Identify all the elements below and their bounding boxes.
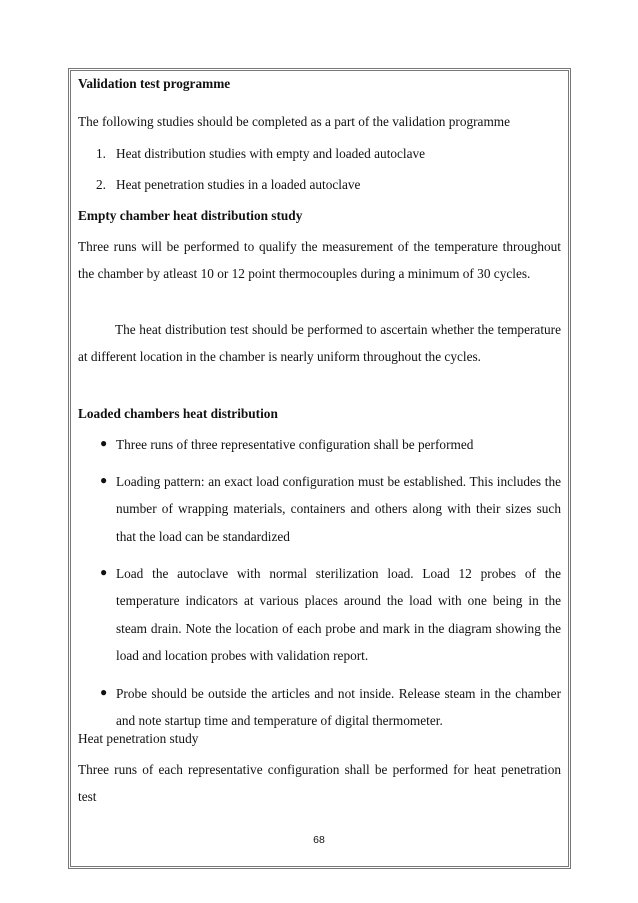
heading-heat-penetration: Heat penetration study	[78, 731, 199, 746]
list-item-text: Three runs of three representative configuration shall be performed	[116, 437, 474, 452]
list-item-text: Load the autoclave with normal sterilization load. Load 12 probes of the temperature indicators at various places around the load with one being in the steam drain. Note the location of each probe and mark in the diagram showing the load and location probes with validation report.	[116, 566, 561, 663]
intro-paragraph: The following studies should be completed as a part of the validation programme	[78, 114, 511, 129]
list-item	[96, 146, 556, 162]
bullet-icon: ●	[100, 565, 108, 579]
list-item	[96, 177, 556, 193]
heat-penetration-paragraph: Three runs of each representative configuration shall be performed for heat penetration test	[78, 762, 561, 805]
list-item-text: Heat penetration studies in a loaded autoclave	[116, 177, 361, 192]
list-item-text: Loading pattern: an exact load configuration must be established. This includes the number of wrapping materials, containers and others along with their sizes such that the load can be standardized	[116, 474, 561, 544]
empty-chamber-paragraph-1: Three runs will be performed to qualify the measurement of the temperature throughout the chamber by atleast 10 or 12 point thermocouples during a minimum of 30 cycles.	[78, 239, 561, 282]
bullet-icon: ●	[100, 685, 108, 699]
empty-chamber-paragraph-2: The heat distribution test should be performed to ascertain whether the temperature at different location in the chamber is nearly uniform throughout the cycles.	[78, 322, 561, 365]
page-number: 68	[313, 834, 325, 846]
bullet-icon: ●	[100, 473, 108, 487]
list-number: 1.	[96, 146, 106, 161]
heading-empty-chamber: Empty chamber heat distribution study	[78, 208, 303, 223]
bullet-icon: ●	[100, 436, 108, 450]
heading-loaded-chambers: Loaded chambers heat distribution	[78, 406, 278, 421]
list-number: 2.	[96, 177, 106, 192]
heading-validation-test-programme: Validation test programme	[78, 76, 231, 91]
list-item-text: Heat distribution studies with empty and loaded autoclave	[116, 146, 426, 161]
list-item-text: Probe should be outside the articles and not inside. Release steam in the chamber and note startup time and temperature of digital thermometer.	[116, 686, 561, 729]
